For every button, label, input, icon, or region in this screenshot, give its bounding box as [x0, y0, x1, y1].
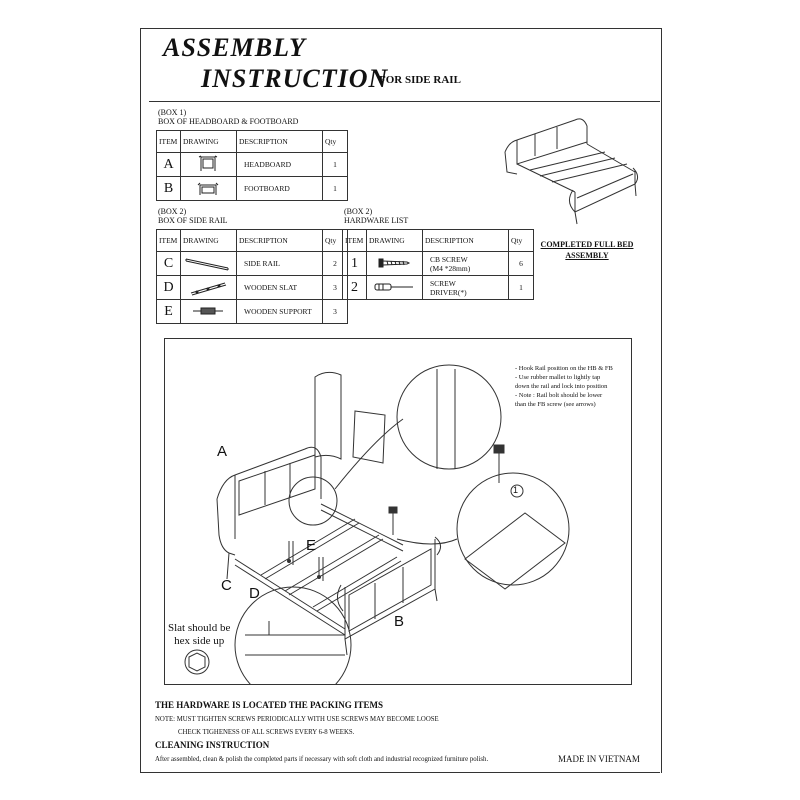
item-qty: 1 — [509, 276, 534, 300]
label-e: E — [306, 537, 317, 554]
completed-line2: ASSEMBLY — [565, 251, 609, 260]
box1-caption-line1: (BOX 1) — [158, 108, 187, 117]
table-row — [343, 276, 534, 300]
title-line-2: INSTRUCTION — [201, 64, 389, 93]
cb-screw-drawing — [367, 252, 423, 276]
item-description — [423, 252, 509, 276]
note-line: than the FB screw (see arrows) — [515, 401, 596, 408]
slat-note-line1: Slat should be — [168, 622, 231, 634]
slat-note-line2: hex side up — [174, 635, 225, 647]
item-description-line2: (M4 *28mm) — [430, 263, 471, 273]
wooden-slat-icon — [183, 277, 233, 297]
wooden-support-drawing — [181, 300, 237, 324]
screwdriver-drawing — [367, 276, 423, 300]
item-number: 2 — [343, 276, 367, 300]
box2-hardware-caption — [344, 207, 408, 225]
note-check: CHECK TIGHENESS OF ALL SCREWS EVERY 6-8 WEEKS. — [178, 729, 355, 736]
note-line: - Use rubber mallet to lightly tap — [515, 374, 601, 381]
title-line-1: ASSEMBLY — [163, 33, 306, 62]
item-letter: C — [157, 252, 181, 276]
item-qty: 6 — [509, 252, 534, 276]
completed-bed-illustration — [495, 112, 645, 232]
item-letter: A — [157, 153, 181, 177]
item-letter: B — [157, 177, 181, 201]
completed-line1: COMPLETED FULL BED — [540, 240, 634, 249]
label-a: A — [217, 443, 228, 460]
item-description — [423, 276, 509, 300]
table-header-row — [157, 230, 348, 252]
item-description-line1: CB SCREW — [430, 254, 468, 264]
hardware-heading: THE HARDWARE IS LOCATED THE PACKING ITEMS — [155, 700, 384, 710]
callout-number: 1 — [513, 485, 519, 495]
made-in: MADE IN VIETNAM — [558, 754, 640, 764]
table-row — [157, 276, 348, 300]
col-description: DESCRIPTION — [237, 230, 323, 252]
item-letter: D — [157, 276, 181, 300]
col-item: ITEM — [343, 230, 367, 252]
item-qty: 2 — [323, 252, 348, 276]
col-item: ITEM — [157, 131, 181, 153]
item-description: SIDE RAIL — [237, 252, 323, 276]
box2-parts-caption — [158, 207, 228, 225]
item-qty: 3 — [323, 300, 348, 324]
col-description: DESCRIPTION — [237, 131, 323, 153]
table-row — [157, 153, 348, 177]
hardware-caption-line1: (BOX 2) — [344, 207, 373, 216]
box2-caption-line2: BOX OF SIDE RAIL — [158, 216, 228, 225]
page-frame-bottom — [140, 772, 660, 773]
item-qty: 3 — [323, 276, 348, 300]
col-item: ITEM — [157, 230, 181, 252]
item-number: 1 — [343, 252, 367, 276]
col-description: DESCRIPTION — [423, 230, 509, 252]
col-drawing: DRAWING — [181, 131, 237, 153]
hardware-caption-line2: HARDWARE LIST — [344, 216, 409, 225]
box1-caption-line2: BOX OF HEADBOARD & FOOTBOARD — [158, 117, 299, 126]
col-qty: Qty — [509, 230, 534, 252]
col-drawing: DRAWING — [367, 230, 423, 252]
box2-parts-table — [156, 229, 348, 324]
item-description: WOODEN SLAT — [237, 276, 323, 300]
cleaning-text: After assembled, clean & polish the completed parts if necessary with soft cloth and industrial recognized furniture polish. — [155, 756, 489, 763]
cleaning-heading: CLEANING INSTRUCTION — [155, 740, 270, 750]
subtitle: FOR SIDE RAIL — [379, 74, 461, 86]
wooden-slat-drawing — [181, 276, 237, 300]
table-header-row — [343, 230, 534, 252]
item-description: WOODEN SUPPORT — [237, 300, 323, 324]
note-line: down the rail and lock into position — [515, 383, 608, 390]
item-description-line1: SCREW — [430, 278, 456, 288]
item-description-line2: DRIVER(*) — [430, 287, 467, 297]
headboard-icon — [183, 154, 233, 174]
label-b: B — [394, 613, 405, 630]
table-row — [157, 252, 348, 276]
label-d: D — [249, 585, 260, 602]
table-row — [343, 252, 534, 276]
box1-caption — [158, 108, 298, 126]
assembly-notes — [515, 364, 655, 409]
note-screws: NOTE: MUST TIGHTEN SCREWS PERIODICALLY WITH USE SCREWS MAY BECOME LOOSE — [155, 716, 439, 723]
table-row — [157, 300, 348, 324]
footboard-drawing — [181, 177, 237, 201]
screw-icon — [369, 253, 419, 273]
side-rail-drawing — [181, 252, 237, 276]
note-line: - Hook Rail position on the HB & FB — [515, 365, 613, 372]
item-description: HEADBOARD — [237, 153, 323, 177]
item-qty: 1 — [323, 153, 348, 177]
label-c: C — [221, 577, 232, 594]
col-qty: Qty — [323, 131, 348, 153]
col-drawing: DRAWING — [181, 230, 237, 252]
item-qty: 1 — [323, 177, 348, 201]
table-row — [157, 177, 348, 201]
header-rule — [149, 101, 660, 102]
item-letter: E — [157, 300, 181, 324]
table-header-row — [157, 131, 348, 153]
completed-bed-caption — [531, 239, 643, 261]
note-line: - Note : Rail bolt should be lower — [515, 392, 603, 399]
slat-note — [168, 622, 230, 648]
side-rail-icon — [183, 253, 233, 273]
footboard-icon — [183, 178, 233, 198]
hardware-table — [342, 229, 534, 300]
screwdriver-icon — [369, 277, 419, 297]
wooden-support-icon — [183, 301, 233, 321]
headboard-drawing — [181, 153, 237, 177]
box2-caption-line1: (BOX 2) — [158, 207, 187, 216]
box1-table — [156, 130, 348, 201]
item-description: FOOTBOARD — [237, 177, 323, 201]
col-qty: Qty — [323, 230, 348, 252]
